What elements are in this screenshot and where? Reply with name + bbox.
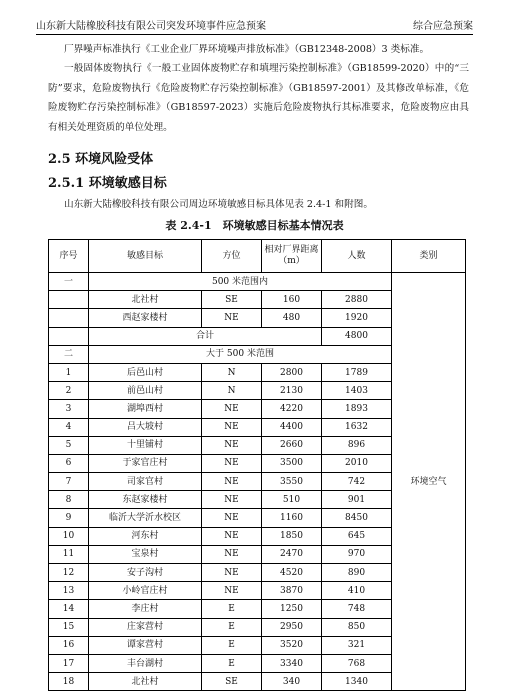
- cell-direction: SE: [202, 673, 262, 691]
- cell-population: 896: [322, 436, 392, 454]
- cell-direction: NE: [202, 491, 262, 509]
- cell-distance: 4400: [262, 418, 322, 436]
- header-left-title: 山东新大陆橡胶科技有限公司突发环境事件应急预案: [36, 21, 266, 32]
- cell-seq: 1: [49, 363, 89, 381]
- cell-direction: NE: [202, 473, 262, 491]
- cell-seq: 15: [49, 618, 89, 636]
- cell-seq: 10: [49, 527, 89, 545]
- cell-direction: NE: [202, 527, 262, 545]
- cell-seq: [49, 309, 89, 327]
- cell-seq: 13: [49, 582, 89, 600]
- cell-population: 748: [322, 600, 392, 618]
- cell-population: 645: [322, 527, 392, 545]
- cell-direction: NE: [202, 400, 262, 418]
- cell-population: 8450: [322, 509, 392, 527]
- cell-distance: 340: [262, 673, 322, 691]
- cell-direction: E: [202, 600, 262, 618]
- cell-population: 2880: [322, 291, 392, 309]
- table-header-row: [49, 240, 466, 273]
- group-row: [49, 273, 466, 291]
- cell-distance: 1160: [262, 509, 322, 527]
- cell-target: 安子沟村: [89, 564, 202, 582]
- cell-target: 李庄村: [89, 600, 202, 618]
- group-seq: 一: [49, 273, 89, 291]
- cell-seq: 7: [49, 473, 89, 491]
- table-caption: 表 2.4-1 环境敏感目标基本情况表: [165, 219, 344, 232]
- cell-direction: NE: [202, 582, 262, 600]
- cell-target: 小岭官庄村: [89, 582, 202, 600]
- noise-standard-paragraph: 厂界噪声标准执行《工业企业厂界环境噪声排放标准》（GB12348-2008）3 类标准。: [64, 44, 430, 55]
- cell-direction: E: [202, 654, 262, 672]
- col-header-distance: 相对厂界距离（m）: [262, 240, 322, 273]
- cell-seq: 14: [49, 600, 89, 618]
- page-header: [36, 16, 473, 32]
- cell-distance: 2130: [262, 382, 322, 400]
- cell-direction: NE: [202, 309, 262, 327]
- cell-direction: NE: [202, 509, 262, 527]
- cell-seq: 5: [49, 436, 89, 454]
- col-header-target: 敏感目标: [89, 240, 202, 273]
- cell-target: 后邑山村: [89, 363, 202, 381]
- sensitive-targets-intro: 山东新大陆橡胶科技有限公司周边环境敏感目标具体见表 2.4-1 和附图。: [64, 199, 373, 210]
- cell-seq: 8: [49, 491, 89, 509]
- cell-target: 湖埠西村: [89, 400, 202, 418]
- category-cell: 环境空气: [392, 273, 466, 691]
- cell-target: 司家官村: [89, 473, 202, 491]
- total-label: 合计: [89, 327, 322, 345]
- cell-distance: 510: [262, 491, 322, 509]
- section-heading-2-5: 2.5 环境风险受体: [48, 152, 154, 167]
- cell-seq: 3: [49, 400, 89, 418]
- cell-distance: 3520: [262, 636, 322, 654]
- cell-seq: 11: [49, 545, 89, 563]
- cell-target: 谭家营村: [89, 636, 202, 654]
- sensitive-targets-table: [48, 239, 466, 691]
- cell-target: 丰台湖村: [89, 654, 202, 672]
- cell-population: 970: [322, 545, 392, 563]
- cell-target: 吕大坡村: [89, 418, 202, 436]
- cell-direction: NE: [202, 418, 262, 436]
- cell-target: 十里铺村: [89, 436, 202, 454]
- cell-target: 前邑山村: [89, 382, 202, 400]
- header-right-title: 综合应急预案: [413, 21, 473, 32]
- cell-target: 西赵家楼村: [89, 309, 202, 327]
- cell-population: 901: [322, 491, 392, 509]
- cell-population: 1920: [322, 309, 392, 327]
- group-seq: 二: [49, 345, 89, 363]
- cell-distance: 3870: [262, 582, 322, 600]
- cell-seq: 12: [49, 564, 89, 582]
- cell-population: 768: [322, 654, 392, 672]
- cell-direction: NE: [202, 564, 262, 582]
- cell-distance: 2950: [262, 618, 322, 636]
- cell-target: 东赵家楼村: [89, 491, 202, 509]
- group-label: 500 米范围内: [89, 273, 392, 291]
- cell-direction: NE: [202, 454, 262, 472]
- cell-target: 宝泉村: [89, 545, 202, 563]
- header-divider: [36, 34, 473, 35]
- cell-direction: NE: [202, 545, 262, 563]
- col-header-category: 类别: [392, 240, 466, 273]
- cell-direction: N: [202, 382, 262, 400]
- cell-target: 北社村: [89, 291, 202, 309]
- cell-population: 1340: [322, 673, 392, 691]
- cell-population: 1632: [322, 418, 392, 436]
- cell-seq: 6: [49, 454, 89, 472]
- cell-distance: 3340: [262, 654, 322, 672]
- cell-distance: 4520: [262, 564, 322, 582]
- cell-target: 庄家营村: [89, 618, 202, 636]
- cell-population: 1403: [322, 382, 392, 400]
- cell-direction: E: [202, 618, 262, 636]
- cell-seq: 9: [49, 509, 89, 527]
- cell-population: 2010: [322, 454, 392, 472]
- cell-direction: SE: [202, 291, 262, 309]
- cell-population: 742: [322, 473, 392, 491]
- cell-direction: NE: [202, 436, 262, 454]
- col-header-direction: 方位: [202, 240, 262, 273]
- cell-population: 321: [322, 636, 392, 654]
- cell-population: 850: [322, 618, 392, 636]
- cell-distance: 3500: [262, 454, 322, 472]
- cell-target: 河东村: [89, 527, 202, 545]
- cell-direction: N: [202, 363, 262, 381]
- cell-population: 1789: [322, 363, 392, 381]
- col-header-population: 人数: [322, 240, 392, 273]
- cell-distance: 3550: [262, 473, 322, 491]
- section-heading-2-5-1: 2.5.1 环境敏感目标: [48, 176, 167, 191]
- cell-distance: 1850: [262, 527, 322, 545]
- cell-distance: 4220: [262, 400, 322, 418]
- cell-seq: 2: [49, 382, 89, 400]
- cell-target: 临沂大学沂水校区: [89, 509, 202, 527]
- cell-direction: E: [202, 636, 262, 654]
- cell-population: 410: [322, 582, 392, 600]
- cell-distance: 480: [262, 309, 322, 327]
- cell-target: 于家官庄村: [89, 454, 202, 472]
- total-value: 4800: [322, 327, 392, 345]
- cell-seq: 4: [49, 418, 89, 436]
- cell-distance: 2660: [262, 436, 322, 454]
- cell-seq: [49, 291, 89, 309]
- cell-seq: 18: [49, 673, 89, 691]
- cell-population: 890: [322, 564, 392, 582]
- cell-population: 1893: [322, 400, 392, 418]
- cell-seq: 17: [49, 654, 89, 672]
- cell-seq: [49, 327, 89, 345]
- cell-seq: 16: [49, 636, 89, 654]
- cell-distance: 2800: [262, 363, 322, 381]
- cell-distance: 160: [262, 291, 322, 309]
- cell-distance: 2470: [262, 545, 322, 563]
- cell-target: 北社村: [89, 673, 202, 691]
- solid-waste-paragraph: 一般固体废物执行《一般工业固体废物贮存和填埋污染控制标准》（GB18599-2020）中的“三防”要求，危险废物执行《危险废物贮存污染控制标准》（GB18597-2001）及其修改单标准，《危险废物贮存污染控制标准》（GB18597-2023）实施后危险废物执行其标准要求，危险废物应由具有相关处理资质的单位处理。: [48, 63, 469, 133]
- group-label: 大于 500 米范围: [89, 345, 392, 363]
- cell-distance: 1250: [262, 600, 322, 618]
- col-header-seq: 序号: [49, 240, 89, 273]
